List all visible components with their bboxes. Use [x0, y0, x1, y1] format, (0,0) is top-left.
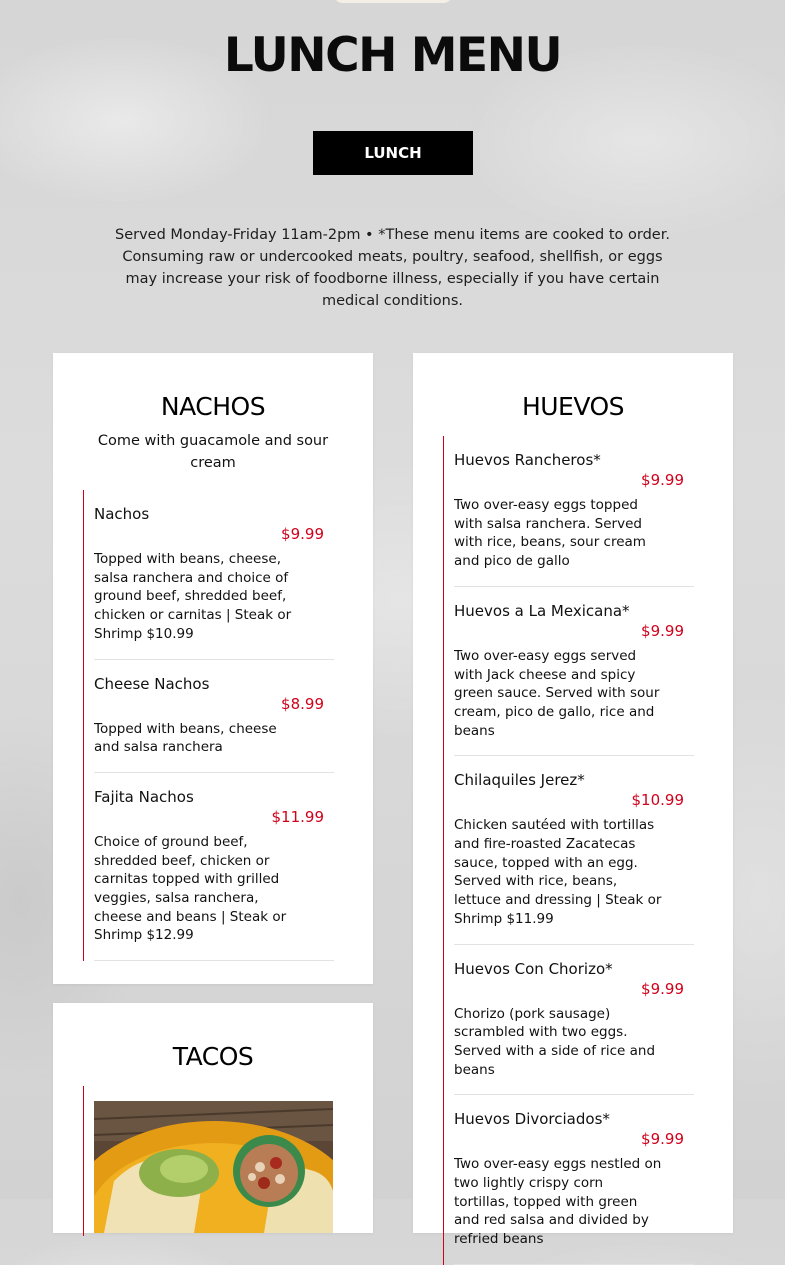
tacos-plate-photo: [94, 1101, 333, 1233]
item-price: $9.99: [641, 1130, 684, 1149]
item-description: Topped with beans, cheese and salsa ranchera: [94, 720, 277, 756]
item-name: Chilaquiles Jerez*: [454, 771, 585, 790]
item-price: $10.99: [631, 791, 684, 810]
item-price: $9.99: [281, 525, 324, 543]
menu-item: [94, 490, 334, 660]
huevos-item-list: [443, 436, 694, 1265]
nachos-card: [53, 353, 373, 984]
item-name: Huevos a La Mexicana*: [454, 601, 630, 620]
page-title: LUNCH MENU: [223, 28, 562, 83]
item-name: Fajita Nachos: [94, 787, 194, 806]
top-pill-decoration: [334, 0, 452, 3]
item-description: Chicken sautéed with tortillas and fire-roasted Zacatecas sauce, topped with an egg. Served with rice, beans, lettuce and dressing | Steak or Shrimp $11.99: [454, 817, 662, 927]
item-description: Two over-easy eggs nestled on two lightly crispy corn tortillas, topped with green and red salsa and divided by refried beans: [454, 1156, 662, 1248]
item-name: Huevos Divorciados*: [454, 1110, 610, 1129]
item-name: Huevos Con Chorizo*: [454, 959, 613, 978]
item-price: $9.99: [641, 621, 684, 640]
huevos-card: [413, 353, 733, 1248]
item-description: Choice of ground beef, shredded beef, chicken or carnitas topped with grilled veggies, salsa ranchera, cheese and beans | Steak or Shrimp $12.99: [94, 833, 287, 944]
menu-item: [454, 1095, 694, 1265]
item-description: Chorizo (pork sausage) scrambled with two eggs. Served with a side of rice and beans: [454, 1005, 656, 1078]
item-description: Topped with beans, cheese, salsa ranchera and choice of ground beef, shredded beef, chicken or carnitas | Steak or Shrimp $10.99: [94, 551, 292, 642]
menu-item: [454, 945, 694, 1096]
menu-item: [454, 436, 694, 587]
item-price: $11.99: [271, 807, 324, 826]
item-price: $9.99: [641, 979, 684, 998]
item-name: Huevos Rancheros*: [454, 451, 601, 469]
item-name: Nachos: [94, 505, 150, 523]
tacos-plate-photo-illustration: [94, 1101, 333, 1233]
menu-item: [94, 660, 334, 773]
item-description: Two over-easy eggs served with Jack cheese and spicy green sauce. Served with sour cream, pico de gallo, rice and beans: [454, 647, 660, 739]
lunch-tab-button[interactable]: LUNCH: [313, 131, 473, 175]
huevos-title: HUEVOS: [521, 392, 625, 421]
item-price: $8.99: [281, 694, 324, 713]
menu-item: [454, 587, 694, 757]
menu-item: [454, 756, 694, 944]
item-name: Cheese Nachos: [94, 674, 210, 693]
item-price: $9.99: [641, 471, 684, 489]
menu-item: [94, 773, 334, 961]
menu-intro-text: Served Monday-Friday 11am-2pm • *These menu items are cooked to order. Consuming raw or undercooked meats, poultry, seafood, shellfish, or eggs may increase your risk of foodborne illness, especially if you have certain medical conditions.: [115, 227, 670, 309]
nachos-subtitle: Come with guacamole and sour cream: [97, 433, 329, 471]
tacos-title: TACOS: [172, 1042, 254, 1071]
nachos-title: NACHOS: [160, 392, 266, 421]
item-description: Two over-easy eggs topped with salsa ranchera. Served with rice, beans, sour cream and pico de gallo: [454, 497, 646, 570]
nachos-item-list: [83, 490, 334, 961]
